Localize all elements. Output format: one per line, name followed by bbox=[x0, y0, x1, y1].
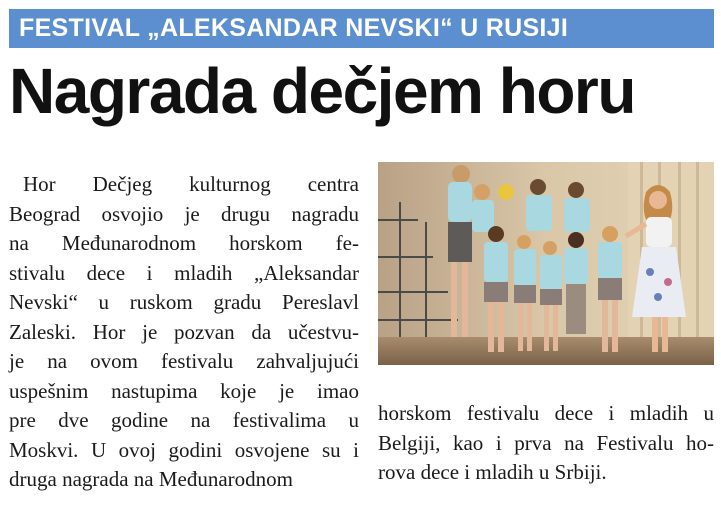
article-line: pre dve godine na festivalima u bbox=[9, 408, 359, 432]
article-column-right bbox=[378, 399, 714, 488]
article-line: Zaleski. Hor je pozvan da učestvu- bbox=[9, 319, 359, 344]
article-line: uspešnim nastupima koje je imao bbox=[9, 378, 359, 403]
article-line: na Međunarodnom horskom fe- bbox=[9, 231, 359, 255]
article-line: horskom festivalu dece i mladih u bbox=[378, 401, 714, 425]
article-line: Moskvi. U ovoj godini osvojene su i bbox=[9, 437, 359, 462]
article-line: rova dece i mladih u Srbiji. bbox=[378, 460, 607, 484]
article-line: Hor Dečjeg kulturnog centra bbox=[23, 172, 359, 196]
section-kicker: FESTIVAL „ALEKSANDAR NEVSKI“ U RUSIJI bbox=[9, 9, 714, 48]
article-line: Belgiji, kao i prva na Festivalu ho- bbox=[378, 430, 714, 455]
headline: Nagrada dečjem horu bbox=[9, 55, 635, 127]
article-line: Beograd osvojio je drugu nagradu bbox=[9, 201, 359, 226]
choir-photo bbox=[378, 162, 714, 365]
article-column-left bbox=[9, 170, 359, 495]
article-line: stivalu dece i mladih „Aleksandar bbox=[9, 260, 359, 285]
article-line: Nevski“ u ruskom gradu Pereslavl bbox=[9, 290, 359, 314]
article-line: druga nagrada na Međunarodnom bbox=[9, 467, 293, 491]
article-line: je na ovom festivalu zahvaljujući bbox=[9, 349, 359, 373]
